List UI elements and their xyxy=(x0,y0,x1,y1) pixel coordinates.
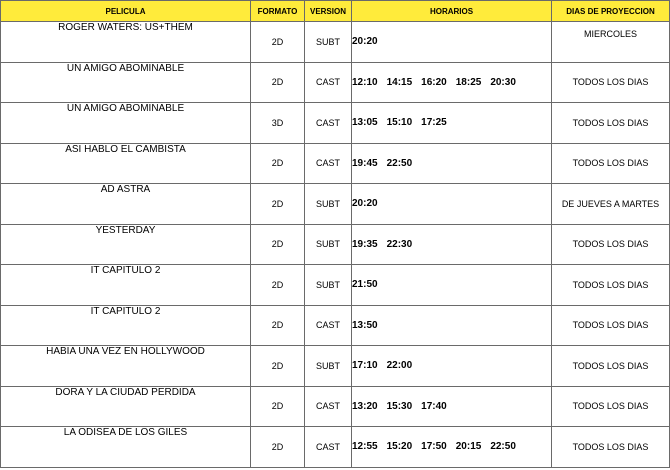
format-cell: 2D xyxy=(251,346,305,387)
header-dias: DIAS DE PROYECCION xyxy=(552,1,670,22)
header-formato: FORMATO xyxy=(251,1,305,22)
showtime: 15:30 xyxy=(386,400,413,412)
version-cell: SUBT xyxy=(305,224,352,265)
showtimes-cell xyxy=(352,386,552,427)
showtime: 14:15 xyxy=(386,76,413,88)
showtimes-cell xyxy=(352,184,552,225)
showtime: 20:30 xyxy=(490,76,516,88)
showtimes-cell xyxy=(352,427,552,468)
format-cell: 2D xyxy=(251,143,305,184)
showtimes-cell xyxy=(352,265,552,306)
version-cell: SUBT xyxy=(305,184,352,225)
format-cell: 2D xyxy=(251,265,305,306)
movie-title: UN AMIGO ABOMINABLE xyxy=(1,103,251,144)
showtimes-cell xyxy=(352,224,552,265)
version-cell: SUBT xyxy=(305,346,352,387)
showtime: 17:25 xyxy=(421,117,447,129)
version-cell: CAST xyxy=(305,427,352,468)
movie-title: IT CAPITULO 2 xyxy=(1,305,251,346)
movie-title: IT CAPITULO 2 xyxy=(1,265,251,306)
showtime: 19:35 xyxy=(352,238,378,250)
table-row xyxy=(1,143,670,184)
showtimes-cell xyxy=(352,143,552,184)
days-cell: TODOS LOS DIAS xyxy=(552,305,670,346)
showtime: 17:50 xyxy=(421,441,447,453)
version-cell: CAST xyxy=(305,305,352,346)
header-horarios: HORARIOS xyxy=(352,1,552,22)
version-cell: CAST xyxy=(305,386,352,427)
format-cell: 2D xyxy=(251,427,305,468)
format-cell: 2D xyxy=(251,184,305,225)
movie-title: AD ASTRA xyxy=(1,184,251,225)
showtime: 16:20 xyxy=(421,76,447,88)
days-cell: DE JUEVES A MARTES xyxy=(552,184,670,225)
showtimes-cell xyxy=(352,22,552,63)
movie-title: UN AMIGO ABOMINABLE xyxy=(1,62,251,103)
days-cell: MIERCOLES xyxy=(552,22,670,63)
table-row xyxy=(1,184,670,225)
table-row xyxy=(1,427,670,468)
table-row xyxy=(1,103,670,144)
format-cell: 2D xyxy=(251,305,305,346)
header-version: VERSION xyxy=(305,1,352,22)
showtimes-cell xyxy=(352,103,552,144)
days-cell: TODOS LOS DIAS xyxy=(552,265,670,306)
days-cell: TODOS LOS DIAS xyxy=(552,143,670,184)
days-cell: TODOS LOS DIAS xyxy=(552,103,670,144)
showtimes-cell xyxy=(352,62,552,103)
format-cell: 2D xyxy=(251,386,305,427)
movie-title: ASI HABLO EL CAMBISTA xyxy=(1,143,251,184)
days-cell: TODOS LOS DIAS xyxy=(552,427,670,468)
version-cell: CAST xyxy=(305,143,352,184)
showtime: 22:50 xyxy=(490,441,516,453)
showtime: 12:55 xyxy=(352,441,378,453)
table-row xyxy=(1,62,670,103)
showtime: 13:50 xyxy=(352,319,378,331)
schedule-body xyxy=(1,22,670,468)
showtime: 17:10 xyxy=(352,360,378,372)
showtime: 22:30 xyxy=(386,238,413,250)
showtime: 15:20 xyxy=(386,441,413,453)
format-cell: 2D xyxy=(251,62,305,103)
version-cell: CAST xyxy=(305,103,352,144)
showtimes-cell xyxy=(352,305,552,346)
format-cell: 3D xyxy=(251,103,305,144)
showtime: 17:40 xyxy=(421,400,447,412)
header-row xyxy=(1,1,670,22)
showtime: 13:20 xyxy=(352,400,378,412)
showtime: 21:50 xyxy=(352,279,378,291)
showtime: 18:25 xyxy=(455,76,482,88)
table-row xyxy=(1,386,670,427)
showtime: 19:45 xyxy=(352,157,378,169)
showtime: 12:10 xyxy=(352,76,378,88)
version-cell: SUBT xyxy=(305,22,352,63)
showtimes-cell xyxy=(352,346,552,387)
showtime: 20:15 xyxy=(455,441,482,453)
movie-title: LA ODISEA DE LOS GILES xyxy=(1,427,251,468)
showtime: 13:05 xyxy=(352,117,378,129)
header-pelicula: PELICULA xyxy=(1,1,251,22)
showtime: 20:20 xyxy=(352,36,378,48)
days-cell: TODOS LOS DIAS xyxy=(552,224,670,265)
showtime: 15:10 xyxy=(386,117,413,129)
table-row xyxy=(1,346,670,387)
days-cell: TODOS LOS DIAS xyxy=(552,62,670,103)
version-cell: CAST xyxy=(305,62,352,103)
showtime: 20:20 xyxy=(352,198,378,210)
movie-title: YESTERDAY xyxy=(1,224,251,265)
movie-title: ROGER WATERS: US+THEM xyxy=(1,22,251,63)
table-row xyxy=(1,305,670,346)
format-cell: 2D xyxy=(251,22,305,63)
table-row xyxy=(1,265,670,306)
movie-title: DORA Y LA CIUDAD PERDIDA xyxy=(1,386,251,427)
days-cell: TODOS LOS DIAS xyxy=(552,346,670,387)
version-cell: SUBT xyxy=(305,265,352,306)
showtime: 22:00 xyxy=(386,360,413,372)
showtime: 22:50 xyxy=(386,157,413,169)
movie-title: HABIA UNA VEZ EN HOLLYWOOD xyxy=(1,346,251,387)
table-row xyxy=(1,22,670,63)
format-cell: 2D xyxy=(251,224,305,265)
table-row xyxy=(1,224,670,265)
days-cell: TODOS LOS DIAS xyxy=(552,386,670,427)
